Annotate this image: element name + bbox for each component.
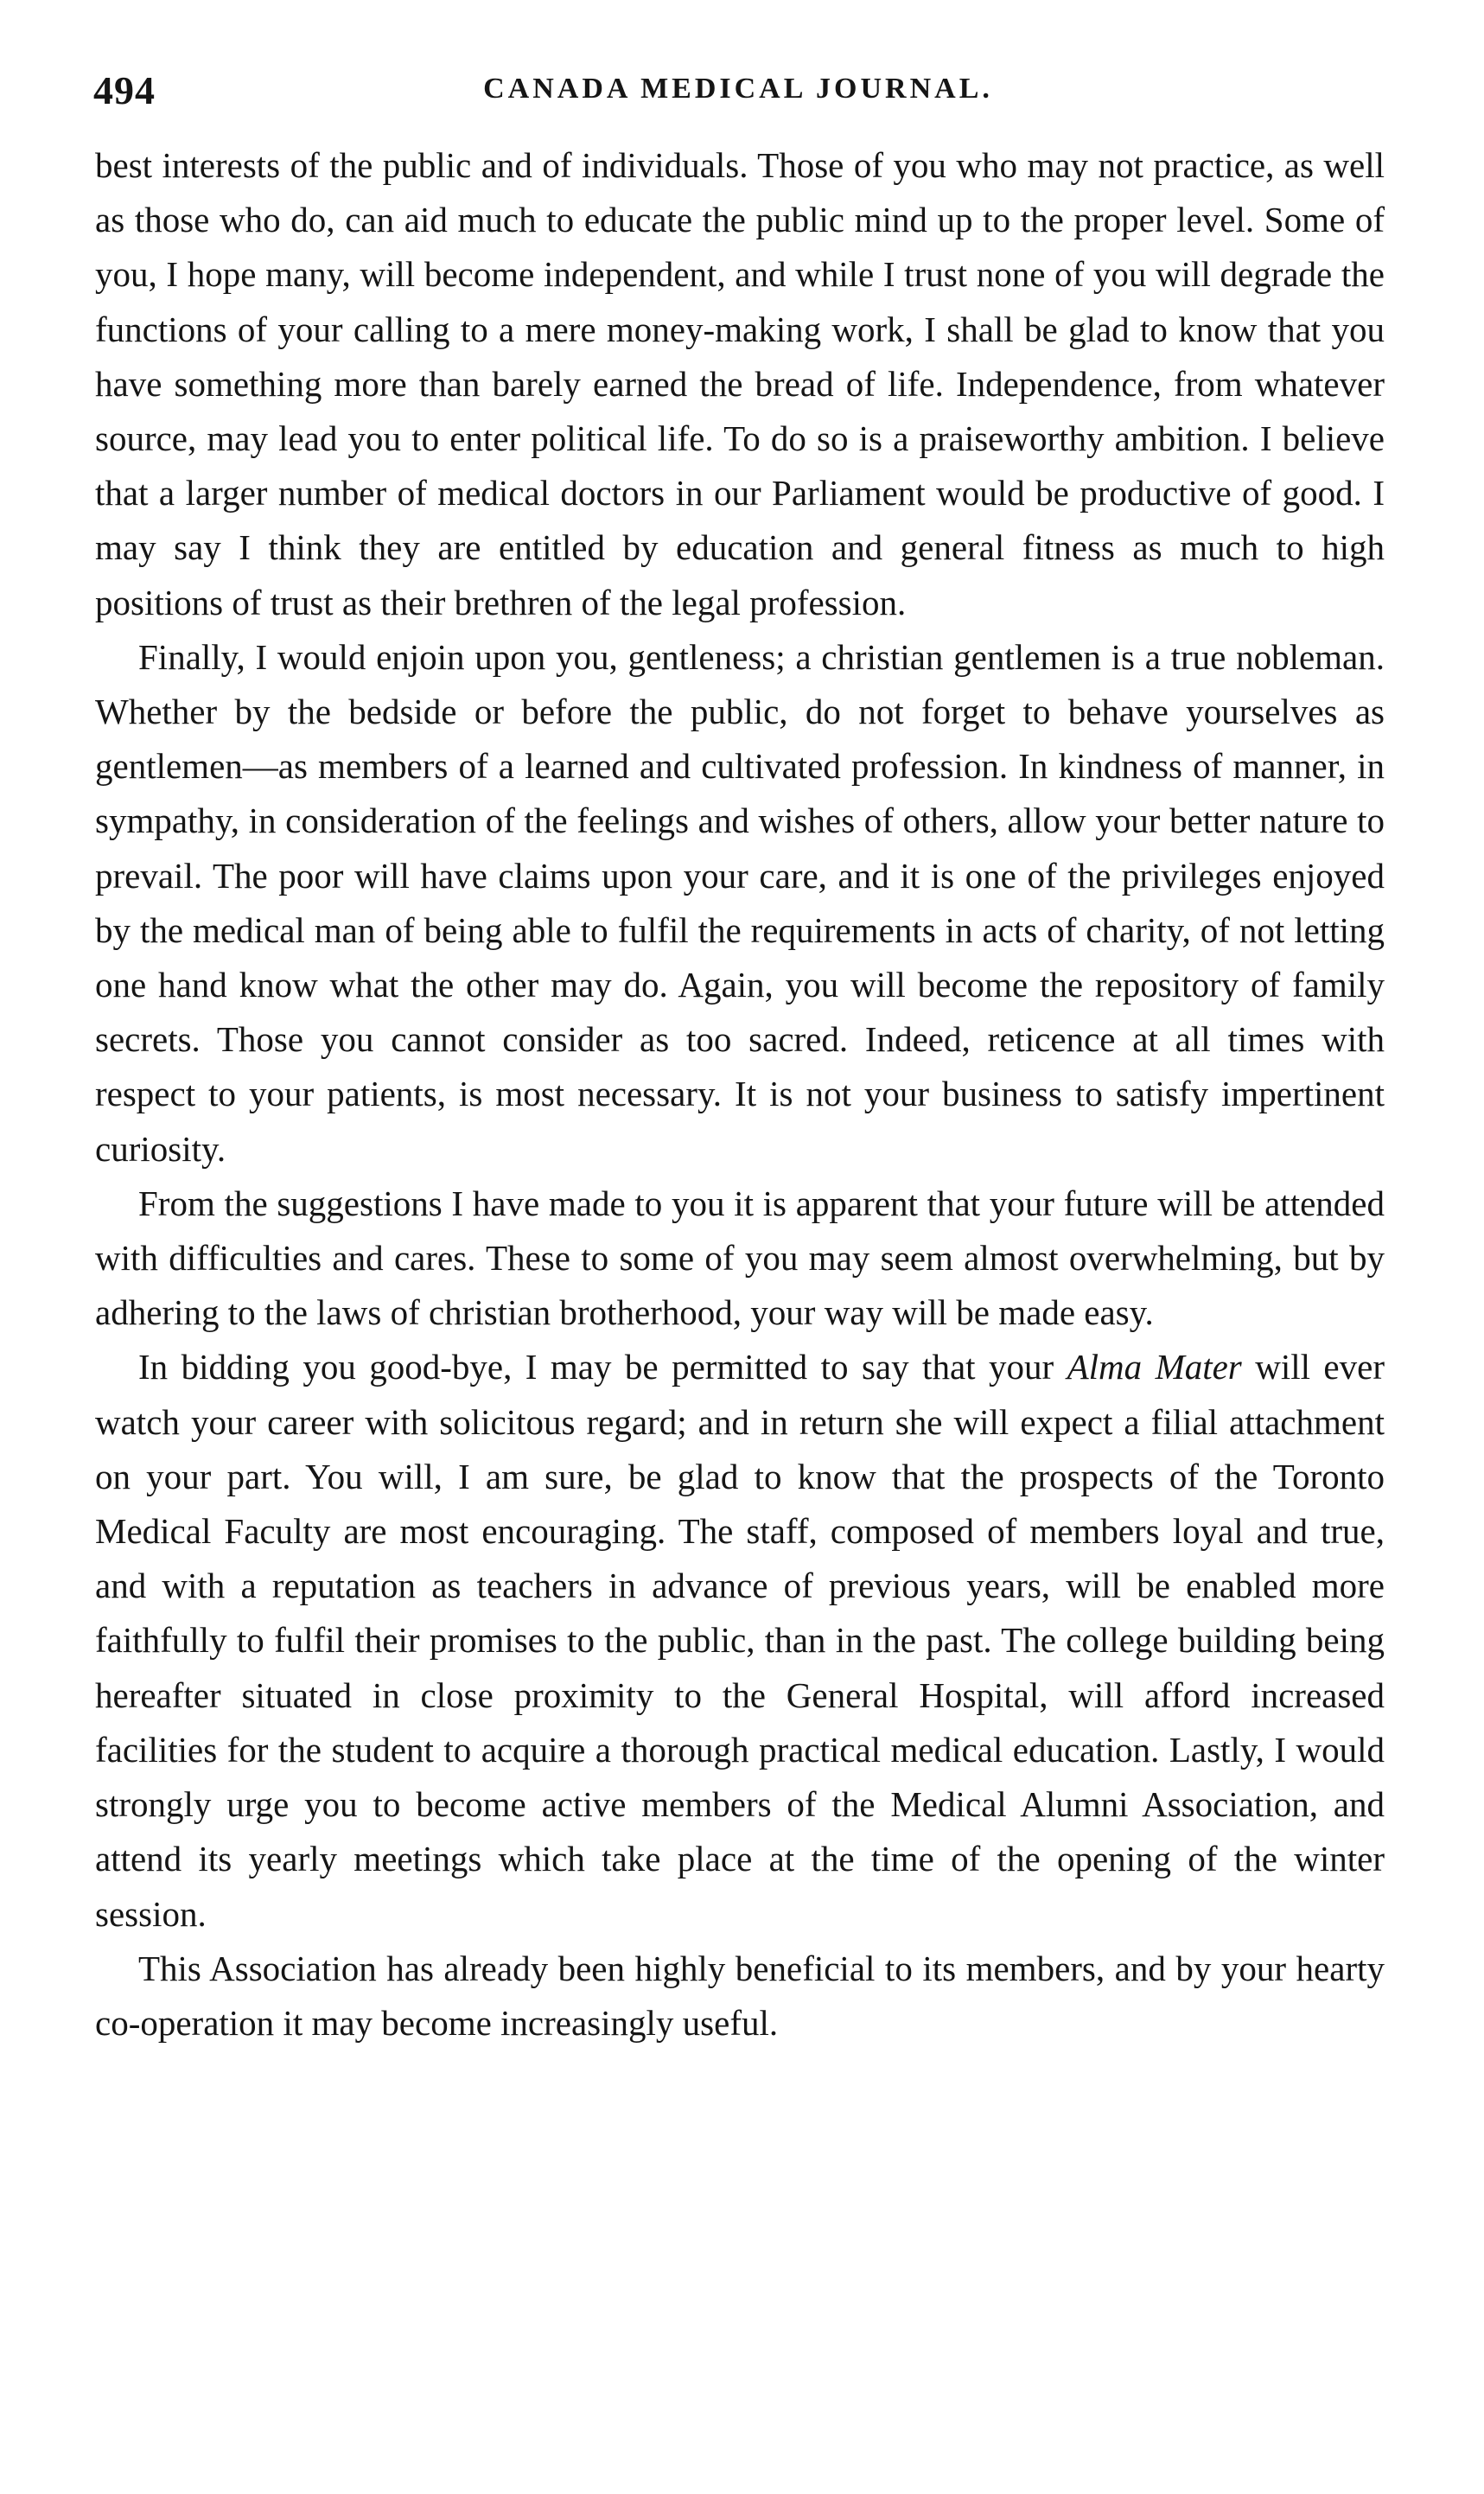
page-header [93, 67, 1383, 119]
page-number: 494 [93, 68, 156, 112]
article-body [95, 138, 1385, 2051]
paragraph-continuation: best interests of the public and of individuals. Those of you who may not practice, as well as those who do, can aid much to educate the public mind up to the proper level. Some of you, I hope many, will become independent, and while I trust none of you will degrade the functions of your calling to a mere money-making work, I shall be glad to know that you have something more than barely earned the bread of life. Independence, from whatever source, may lead you to enter political life. To do so is a praiseworthy ambition. I believe that a larger number of medical doctors in our Parliament would be productive of good. I may say I think they are entitled by education and general fitness as much to high positions of trust as their brethren of the legal profession. [95, 145, 1385, 622]
paragraph-association: This Association has already been highly beneficial to its members, and by your hearty co-operation it may become increasingly useful. [95, 1948, 1385, 2043]
paragraph-farewell [95, 1340, 1385, 1941]
running-head: CANADA MEDICAL JOURNAL. [483, 73, 993, 105]
farewell-text-start: In bidding you good-bye, I may be permitted to say that your [138, 1347, 1067, 1387]
farewell-text-end: will ever watch your career with solicitous regard; and in return she will expect a filial attachment on your part. You will, I am sure, be glad to know that the prospects of the Toronto Medical Faculty are most encouraging. The staff, composed of members loyal and true, and with a reputation as teachers in advance of previous years, will be enabled more faithfully to fulfil their promises to the public, than in the past. The college building being hereafter situated in close proximity to the General Hospital, will afford increased facilities for the student to acquire a thorough practical medical education. Lastly, I would strongly urge you to become active members of the Medical Alumni Association, and attend its yearly meetings which take place at the time of the opening of the winter session. [95, 1347, 1385, 1934]
alma-mater-italic: Alma Mater [1067, 1347, 1242, 1387]
paragraph-gentleness: Finally, I would enjoin upon you, gentleness; a christian gentlemen is a true nobleman. Whether by the bedside or before the public, do not forget to behave yourselves as gentlemen—as members of a learned and cultivated profession. In kindness of manner, in sympathy, in consideration of the feelings and wishes of others, allow your better nature to prevail. The poor will have claims upon your care, and it is one of the privileges enjoyed by the medical man of being able to fulfil the requirements in acts of charity, of not letting one hand know what the other may do. Again, you will become the repository of family secrets. Those you cannot consider as too sacred. Indeed, reticence at all times with respect to your patients, is most necessary. It is not your business to satisfy impertinent curiosity. [95, 636, 1385, 1169]
paragraph-suggestions: From the suggestions I have made to you it is apparent that your future will be attended with difficulties and cares. These to some of you may seem almost overwhelming, but by adhering to the laws of christian brotherhood, your way will be made easy. [95, 1183, 1385, 1333]
